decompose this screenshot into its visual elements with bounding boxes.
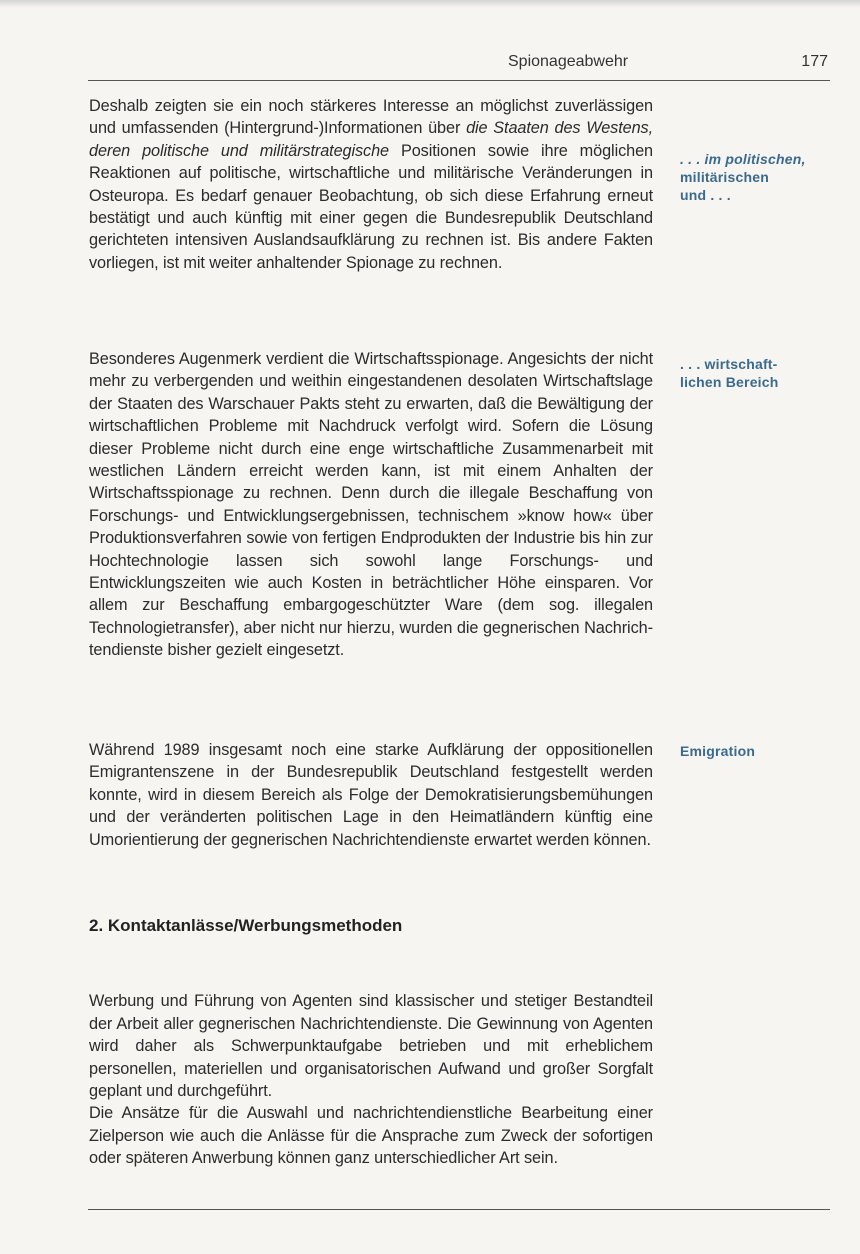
margin-note-line: und . . . — [680, 187, 731, 203]
running-title: Spionageabwehr — [508, 53, 629, 70]
body-paragraph — [89, 739, 653, 851]
section-heading: 2. Kontaktanlässe/Werbungsmethoden — [89, 916, 403, 935]
margin-note-wirtschaft — [680, 355, 840, 391]
text-segment: Positionen sowie ihre möglichen Reaktionen auf politische, wirtschaftliche und militärische Veränderungen in Osteuropa. Es bedarf genauer Beobachtung, ob sich diese Erfahrung erneut bestätigt und auch künftig mit einer gegen die Bundesrepublik Deutschland gerichteten intensiven Auslandsaufklärung zu rechnen ist. Bis andere Fakten vorliegen, ist mit weiter anhaltender Spionage zu rechnen. — [89, 141, 653, 272]
body-paragraph — [89, 348, 653, 662]
body-paragraph — [89, 95, 653, 274]
margin-note-line: lichen Bereich — [680, 374, 779, 390]
text-segment-italic: die Staaten des Westens, deren politische und militärstrategische — [89, 119, 653, 160]
text-segment: Deshalb zeigten sie ein noch stärkeres Interesse an möglichst zuverlässigen und umfassenden (Hintergrund-)Informationen über — [89, 97, 653, 138]
margin-note-line: militärischen — [680, 169, 769, 185]
text-segment: Werbung und Führung von Agenten sind klassischer und stetiger Bestandteil der Arbeit aller gegnerischen Nachrichtendienste. Die Gewinnung von Agenten wird daher als Schwerpunktaufgabe betrieben und mit erheblichem personellen, materiellen und organisatorischen Aufwand und großer Sorgfalt geplant und durchgeführt. Die Ansätze für die Auswahl und nachrichtendienstliche Bearbeitung einer Zielperson wie auch die Anlässe für die Ansprache zum Zweck der sofortigen oder späteren Anwerbung können ganz unterschiedlicher Art sein. — [89, 992, 653, 1168]
text-segment: Während 1989 insgesamt noch eine starke Aufklärung der oppositionellen Emigrantenszene in der Bundesrepublik Deutschland festgestellt werden konnte, wird in diesem Bereich als Folge der Demokratisierungsbemühungen und der veränderten politischen Lage in den Heimatländern künftig eine Umorientierung der gegnerischen Nachrichtendienste erwartet werden können. — [89, 741, 653, 849]
text-segment: Besonderes Augenmerk verdient die Wirtschaftsspionage. Angesichts der nicht mehr zu verbergenden und weithin eingestandenen desolaten Wirtschaftslage der Staaten des Warschauer Pakts steht zu erwarten, daß die Bewältigung der wirtschaftlichen Probleme mit Nachdruck verfolgt wird. Sofern die Lösung dieser Probleme nicht durch eine enge wirtschaftliche Zusammenarbeit mit westlichen Ländern erreicht werden kann, ist mit einem Anhalten der Wirtschaftsspionage zu rechnen. Denn durch die illegale Beschaffung von Forschungs- und Entwicklungsergebnissen, technischem »know how« über Produktionsverfahren sowie von fertigen Endprodukten der Industrie bis hin zur Hochtechnologie lassen sich sowohl lange Forschungs- und Entwicklungszeiten wie auch Kosten in beträchtlicher Höhe einsparen. Vor allem zur Beschaffung embargogeschützter Ware (dem sog. illegalen Technologietransfer), aber nicht nur hierzu, wurden die gegnerischen Nachrichtendienste bisher gezielt eingesetzt. — [89, 350, 653, 660]
page-number: 177 — [801, 53, 828, 70]
margin-note-line: . . . wirtschaft- — [680, 356, 778, 372]
running-header — [88, 50, 830, 81]
margin-note-line: . . . im politischen, — [680, 151, 806, 167]
margin-note-emigration — [680, 742, 840, 760]
body-paragraph — [89, 968, 653, 1170]
bottom-rule — [88, 1209, 830, 1210]
page-top-shadow — [0, 0, 860, 8]
margin-note-politisch — [680, 150, 840, 204]
margin-note-line: Emigration — [680, 743, 756, 759]
